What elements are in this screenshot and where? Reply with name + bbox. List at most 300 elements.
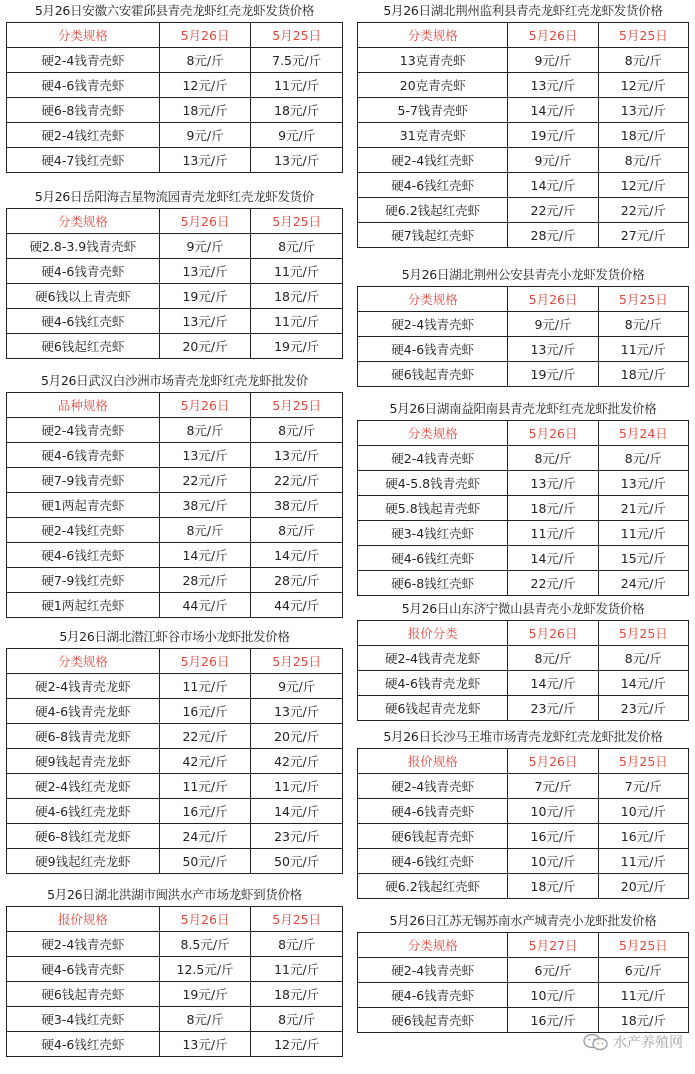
table-header-row bbox=[358, 287, 689, 312]
spec-cell: 硬3-4钱红壳虾 bbox=[358, 521, 508, 546]
spec-cell: 20克青壳虾 bbox=[358, 73, 508, 98]
table-row bbox=[358, 1008, 689, 1033]
price-cell: 8元/斤 bbox=[159, 1007, 251, 1032]
spec-cell: 硬6钱以上青壳虾 bbox=[7, 284, 160, 309]
table-row bbox=[7, 1032, 343, 1057]
price-cell: 18元/斤 bbox=[251, 98, 343, 123]
table-row bbox=[7, 932, 343, 957]
price-table bbox=[357, 748, 689, 899]
price-cell: 10元/斤 bbox=[598, 799, 688, 824]
price-table bbox=[6, 22, 343, 173]
price-cell: 9元/斤 bbox=[508, 148, 598, 173]
spec-cell: 硬1两起青壳虾 bbox=[7, 493, 160, 518]
table-title: 5月26日湖北荆州公安县青壳小龙虾发货价格 bbox=[401, 267, 645, 282]
price-cell: 16元/斤 bbox=[508, 824, 598, 849]
header-cell: 5月26日 bbox=[159, 907, 251, 932]
price-cell: 8元/斤 bbox=[251, 1007, 343, 1032]
price-cell: 11元/斤 bbox=[251, 73, 343, 98]
table-header-row bbox=[7, 393, 343, 418]
price-cell: 10元/斤 bbox=[508, 983, 598, 1008]
price-cell: 24元/斤 bbox=[159, 824, 251, 849]
header-cell: 5月26日 bbox=[159, 209, 251, 234]
spec-cell: 硬2-4钱红壳虾 bbox=[7, 518, 160, 543]
header-cell: 分类规格 bbox=[358, 23, 508, 48]
table-row bbox=[7, 123, 343, 148]
price-cell: 28元/斤 bbox=[159, 568, 251, 593]
table-row bbox=[7, 543, 343, 568]
price-cell: 8元/斤 bbox=[159, 518, 251, 543]
table-row bbox=[7, 774, 343, 799]
table-header-row bbox=[358, 933, 689, 958]
price-cell: 12元/斤 bbox=[159, 73, 251, 98]
price-cell: 11元/斤 bbox=[508, 521, 598, 546]
price-cell: 13元/斤 bbox=[251, 443, 343, 468]
header-cell: 报价分类 bbox=[358, 621, 508, 646]
price-cell: 12元/斤 bbox=[598, 173, 688, 198]
watermark bbox=[583, 1032, 683, 1052]
price-cell: 18元/斤 bbox=[251, 982, 343, 1007]
table-title: 5月26日武汉白沙洲市场青壳龙虾红壳龙虾批发价 bbox=[41, 373, 308, 388]
spec-cell: 硬7-9钱红壳虾 bbox=[7, 568, 160, 593]
spec-cell: 硬4-6钱青壳虾 bbox=[358, 983, 508, 1008]
table-row bbox=[358, 671, 689, 696]
header-cell: 5月26日 bbox=[508, 287, 598, 312]
spec-cell: 硬4-6钱红壳虾 bbox=[358, 173, 508, 198]
table-row bbox=[358, 48, 689, 73]
table-row bbox=[7, 799, 343, 824]
table-row bbox=[358, 824, 689, 849]
spec-cell: 硬4-6钱青壳虾 bbox=[7, 957, 160, 982]
spec-cell: 硬4-6钱青壳龙虾 bbox=[7, 699, 160, 724]
table-row bbox=[358, 546, 689, 571]
header-cell: 品种规格 bbox=[7, 393, 160, 418]
price-cell: 9元/斤 bbox=[159, 123, 251, 148]
table-title: 5月26日长沙马王堆市场青壳龙虾红壳龙虾批发价格 bbox=[383, 729, 663, 744]
price-cell: 14元/斤 bbox=[508, 98, 598, 123]
table-title: 5月26日湖北潜江虾谷市场小龙虾批发价格 bbox=[59, 629, 290, 644]
header-cell: 5月25日 bbox=[598, 287, 688, 312]
spec-cell: 硬6钱起青壳虾 bbox=[358, 362, 508, 387]
price-cell: 18元/斤 bbox=[598, 123, 688, 148]
price-cell: 20元/斤 bbox=[251, 724, 343, 749]
price-table-block bbox=[357, 598, 689, 721]
price-cell: 28元/斤 bbox=[508, 223, 598, 248]
header-cell: 5月25日 bbox=[251, 393, 343, 418]
price-cell: 10元/斤 bbox=[508, 799, 598, 824]
price-cell: 19元/斤 bbox=[251, 334, 343, 359]
spec-cell: 硬6钱起青壳虾 bbox=[358, 824, 508, 849]
price-cell: 14元/斤 bbox=[508, 671, 598, 696]
spec-cell: 硬4-6钱青壳虾 bbox=[7, 443, 160, 468]
price-cell: 8元/斤 bbox=[251, 418, 343, 443]
price-cell: 8元/斤 bbox=[159, 418, 251, 443]
table-header-row bbox=[358, 749, 689, 774]
price-cell: 19元/斤 bbox=[159, 982, 251, 1007]
spec-cell: 硬2-4钱红壳龙虾 bbox=[7, 774, 160, 799]
spec-cell: 硬4-6钱红壳虾 bbox=[7, 543, 160, 568]
table-title: 5月26日山东济宁微山县青壳小龙虾发货价格 bbox=[401, 601, 645, 616]
price-table bbox=[357, 286, 689, 387]
price-cell: 18元/斤 bbox=[598, 362, 688, 387]
watermark-text: 水产养殖网 bbox=[613, 1035, 683, 1051]
price-cell: 22元/斤 bbox=[508, 571, 598, 596]
spec-cell: 硬2.8-3.9钱青壳虾 bbox=[7, 234, 160, 259]
table-header-row bbox=[358, 621, 689, 646]
table-header-row bbox=[7, 23, 343, 48]
price-cell: 8.5元/斤 bbox=[159, 932, 251, 957]
price-cell: 38元/斤 bbox=[251, 493, 343, 518]
spec-cell: 硬2-4钱青壳虾 bbox=[7, 932, 160, 957]
price-cell: 22元/斤 bbox=[508, 198, 598, 223]
table-row bbox=[358, 173, 689, 198]
price-cell: 7.5元/斤 bbox=[251, 48, 343, 73]
table-row bbox=[358, 696, 689, 721]
spec-cell: 硬4-7钱红壳虾 bbox=[7, 148, 160, 173]
spec-cell: 硬2-4钱青壳虾 bbox=[7, 418, 160, 443]
price-cell: 8元/斤 bbox=[598, 148, 688, 173]
table-row bbox=[7, 468, 343, 493]
header-cell: 5月25日 bbox=[598, 23, 688, 48]
price-cell: 8元/斤 bbox=[508, 446, 598, 471]
price-cell: 8元/斤 bbox=[251, 932, 343, 957]
price-cell: 44元/斤 bbox=[251, 593, 343, 618]
header-cell: 5月26日 bbox=[508, 621, 598, 646]
spec-cell: 硬2-4钱青壳龙虾 bbox=[358, 646, 508, 671]
header-cell: 分类规格 bbox=[358, 421, 508, 446]
table-row bbox=[7, 493, 343, 518]
table-row bbox=[7, 48, 343, 73]
price-cell: 18元/斤 bbox=[508, 874, 598, 899]
spec-cell: 硬6-8钱青壳龙虾 bbox=[7, 724, 160, 749]
price-cell: 6元/斤 bbox=[598, 958, 688, 983]
spec-cell: 硬4-5.8钱青壳虾 bbox=[358, 471, 508, 496]
table-row bbox=[7, 443, 343, 468]
price-cell: 14元/斤 bbox=[508, 546, 598, 571]
table-row bbox=[7, 309, 343, 334]
price-cell: 8元/斤 bbox=[598, 646, 688, 671]
price-cell: 9元/斤 bbox=[508, 48, 598, 73]
spec-cell: 硬4-6钱青壳虾 bbox=[358, 799, 508, 824]
price-cell: 44元/斤 bbox=[159, 593, 251, 618]
header-cell: 分类规格 bbox=[7, 649, 160, 674]
spec-cell: 硬7钱起红壳虾 bbox=[358, 223, 508, 248]
spec-cell: 硬5.8钱起青壳虾 bbox=[358, 496, 508, 521]
table-row bbox=[358, 646, 689, 671]
table-row bbox=[358, 849, 689, 874]
price-cell: 15元/斤 bbox=[598, 546, 688, 571]
table-row bbox=[7, 982, 343, 1007]
price-cell: 13元/斤 bbox=[159, 443, 251, 468]
price-cell: 23元/斤 bbox=[508, 696, 598, 721]
price-cell: 6元/斤 bbox=[508, 958, 598, 983]
spec-cell: 硬4-6钱红壳虾 bbox=[7, 1032, 160, 1057]
spec-cell: 硬4-6钱青壳龙虾 bbox=[358, 671, 508, 696]
table-row bbox=[7, 699, 343, 724]
table-header-row bbox=[358, 421, 689, 446]
price-cell: 11元/斤 bbox=[598, 849, 688, 874]
price-cell: 11元/斤 bbox=[598, 337, 688, 362]
header-cell: 5月26日 bbox=[508, 749, 598, 774]
spec-cell: 硬2-4钱红壳虾 bbox=[7, 123, 160, 148]
table-row bbox=[358, 198, 689, 223]
table-row bbox=[7, 73, 343, 98]
table-row bbox=[7, 1007, 343, 1032]
price-cell: 13元/斤 bbox=[508, 471, 598, 496]
price-cell: 20元/斤 bbox=[159, 334, 251, 359]
price-cell: 8元/斤 bbox=[598, 446, 688, 471]
wechat-icon bbox=[583, 1033, 609, 1051]
table-row bbox=[358, 799, 689, 824]
spec-cell: 硬2-4钱青壳虾 bbox=[358, 446, 508, 471]
table-title: 5月26日湖北荆州监利县青壳龙虾红壳龙虾发货价格 bbox=[383, 3, 663, 18]
header-cell: 5月26日 bbox=[159, 649, 251, 674]
price-cell: 23元/斤 bbox=[251, 824, 343, 849]
price-cell: 9元/斤 bbox=[251, 674, 343, 699]
header-cell: 报价规格 bbox=[358, 749, 508, 774]
price-table bbox=[6, 208, 343, 359]
price-cell: 8元/斤 bbox=[251, 234, 343, 259]
price-table bbox=[357, 420, 689, 596]
header-cell: 5月25日 bbox=[598, 933, 688, 958]
spec-cell: 硬1两起红壳虾 bbox=[7, 593, 160, 618]
table-row bbox=[358, 496, 689, 521]
price-cell: 22元/斤 bbox=[251, 468, 343, 493]
price-cell: 13元/斤 bbox=[598, 471, 688, 496]
spec-cell: 硬4-6钱青壳虾 bbox=[7, 259, 160, 284]
header-cell: 5月27日 bbox=[508, 933, 598, 958]
price-cell: 18元/斤 bbox=[598, 1008, 688, 1033]
header-cell: 分类规格 bbox=[7, 23, 160, 48]
table-title: 5月26日江苏无锡苏南水产城青壳小龙虾批发价格 bbox=[389, 913, 657, 928]
price-cell: 19元/斤 bbox=[159, 284, 251, 309]
price-cell: 19元/斤 bbox=[508, 123, 598, 148]
header-cell: 5月25日 bbox=[251, 209, 343, 234]
table-row bbox=[7, 749, 343, 774]
table-row bbox=[358, 983, 689, 1008]
table-row bbox=[358, 874, 689, 899]
table-row bbox=[7, 849, 343, 874]
price-cell: 28元/斤 bbox=[251, 568, 343, 593]
spec-cell: 硬4-6钱红壳龙虾 bbox=[7, 799, 160, 824]
header-cell: 报价规格 bbox=[7, 907, 160, 932]
price-cell: 13元/斤 bbox=[159, 309, 251, 334]
price-cell: 13元/斤 bbox=[508, 73, 598, 98]
spec-cell: 硬2-4钱青壳虾 bbox=[358, 312, 508, 337]
table-row bbox=[7, 148, 343, 173]
price-table-block bbox=[357, 910, 689, 1033]
table-row bbox=[7, 518, 343, 543]
price-table-block bbox=[6, 186, 343, 359]
table-row bbox=[7, 568, 343, 593]
price-cell: 10元/斤 bbox=[508, 849, 598, 874]
price-table-block bbox=[357, 264, 689, 387]
header-cell: 5月25日 bbox=[251, 907, 343, 932]
price-cell: 8元/斤 bbox=[159, 48, 251, 73]
header-cell: 5月25日 bbox=[251, 649, 343, 674]
table-header-row bbox=[7, 209, 343, 234]
price-cell: 11元/斤 bbox=[159, 674, 251, 699]
spec-cell: 5-7钱青壳虾 bbox=[358, 98, 508, 123]
spec-cell: 硬4-6钱红壳虾 bbox=[7, 309, 160, 334]
price-cell: 14元/斤 bbox=[598, 671, 688, 696]
table-row bbox=[358, 98, 689, 123]
spec-cell: 硬9钱起红壳龙虾 bbox=[7, 849, 160, 874]
price-cell: 13元/斤 bbox=[598, 98, 688, 123]
price-cell: 13元/斤 bbox=[508, 337, 598, 362]
price-table-block bbox=[357, 726, 689, 899]
price-cell: 8元/斤 bbox=[598, 48, 688, 73]
table-row bbox=[358, 312, 689, 337]
table-row bbox=[7, 593, 343, 618]
header-cell: 5月26日 bbox=[159, 23, 251, 48]
header-cell: 分类规格 bbox=[7, 209, 160, 234]
table-title: 5月26日岳阳海吉星物流园青壳龙虾红壳龙虾发货价 bbox=[34, 189, 315, 204]
price-cell: 24元/斤 bbox=[598, 571, 688, 596]
table-row bbox=[7, 334, 343, 359]
price-cell: 8元/斤 bbox=[508, 646, 598, 671]
price-cell: 22元/斤 bbox=[598, 198, 688, 223]
price-table bbox=[357, 22, 689, 248]
price-cell: 14元/斤 bbox=[508, 173, 598, 198]
price-cell: 42元/斤 bbox=[251, 749, 343, 774]
header-cell: 5月26日 bbox=[508, 421, 598, 446]
price-cell: 12元/斤 bbox=[598, 73, 688, 98]
table-title: 5月26日安徽六安霍邱县青壳龙虾红壳龙虾发货价格 bbox=[34, 3, 315, 18]
price-table bbox=[6, 648, 343, 874]
price-cell: 11元/斤 bbox=[251, 774, 343, 799]
price-cell: 13元/斤 bbox=[159, 148, 251, 173]
header-cell: 5月25日 bbox=[251, 23, 343, 48]
table-row bbox=[7, 259, 343, 284]
price-cell: 18元/斤 bbox=[159, 98, 251, 123]
price-cell: 9元/斤 bbox=[508, 312, 598, 337]
price-cell: 18元/斤 bbox=[251, 284, 343, 309]
price-cell: 13元/斤 bbox=[159, 1032, 251, 1057]
price-cell: 14元/斤 bbox=[251, 543, 343, 568]
header-cell: 5月26日 bbox=[159, 393, 251, 418]
header-cell: 5月26日 bbox=[508, 23, 598, 48]
spec-cell: 硬2-4钱青壳龙虾 bbox=[7, 674, 160, 699]
price-cell: 22元/斤 bbox=[159, 468, 251, 493]
table-row bbox=[358, 73, 689, 98]
spec-cell: 硬2-4钱红壳虾 bbox=[358, 148, 508, 173]
table-row bbox=[7, 957, 343, 982]
spec-cell: 硬6钱起青壳虾 bbox=[7, 982, 160, 1007]
spec-cell: 硬6钱起青壳虾 bbox=[358, 1008, 508, 1033]
spec-cell: 硬6-8钱红壳龙虾 bbox=[7, 824, 160, 849]
price-cell: 16元/斤 bbox=[159, 799, 251, 824]
table-row bbox=[7, 724, 343, 749]
table-row bbox=[358, 223, 689, 248]
price-cell: 50元/斤 bbox=[159, 849, 251, 874]
table-row bbox=[358, 571, 689, 596]
header-cell: 分类规格 bbox=[358, 287, 508, 312]
header-cell: 5月25日 bbox=[598, 621, 688, 646]
table-title: 5月26日湖南益阳南县青壳龙虾红壳龙虾批发价格 bbox=[389, 401, 657, 416]
table-row bbox=[358, 774, 689, 799]
price-cell: 11元/斤 bbox=[159, 774, 251, 799]
price-cell: 7元/斤 bbox=[598, 774, 688, 799]
price-cell: 14元/斤 bbox=[159, 543, 251, 568]
price-table bbox=[357, 932, 689, 1033]
price-cell: 20元/斤 bbox=[598, 874, 688, 899]
price-cell: 16元/斤 bbox=[508, 1008, 598, 1033]
table-row bbox=[358, 446, 689, 471]
price-table-block bbox=[6, 370, 343, 618]
spec-cell: 硬4-6钱红壳虾 bbox=[358, 849, 508, 874]
price-cell: 11元/斤 bbox=[598, 521, 688, 546]
table-row bbox=[358, 471, 689, 496]
table-row bbox=[358, 148, 689, 173]
price-table-block bbox=[6, 626, 343, 874]
table-title: 5月26日湖北洪湖市闽洪水产市场龙虾到货价格 bbox=[47, 887, 302, 902]
spec-cell: 硬6-8钱红壳虾 bbox=[358, 571, 508, 596]
table-row bbox=[7, 674, 343, 699]
price-cell: 11元/斤 bbox=[598, 983, 688, 1008]
price-table-block bbox=[357, 398, 689, 596]
header-cell: 分类规格 bbox=[358, 933, 508, 958]
price-cell: 16元/斤 bbox=[598, 824, 688, 849]
table-row bbox=[7, 284, 343, 309]
spec-cell: 硬6.2钱起红壳虾 bbox=[358, 874, 508, 899]
price-table bbox=[357, 620, 689, 721]
spec-cell: 硬9钱起青壳龙虾 bbox=[7, 749, 160, 774]
header-cell: 5月24日 bbox=[598, 421, 688, 446]
price-cell: 11元/斤 bbox=[251, 259, 343, 284]
price-cell: 9元/斤 bbox=[251, 123, 343, 148]
table-row bbox=[7, 98, 343, 123]
spec-cell: 31克青壳虾 bbox=[358, 123, 508, 148]
price-cell: 13元/斤 bbox=[251, 148, 343, 173]
spec-cell: 硬6钱起红壳虾 bbox=[7, 334, 160, 359]
table-header-row bbox=[7, 907, 343, 932]
price-cell: 14元/斤 bbox=[251, 799, 343, 824]
price-cell: 22元/斤 bbox=[159, 724, 251, 749]
table-row bbox=[358, 123, 689, 148]
price-cell: 27元/斤 bbox=[598, 223, 688, 248]
price-cell: 23元/斤 bbox=[598, 696, 688, 721]
table-header-row bbox=[358, 23, 689, 48]
spec-cell: 硬4-6钱红壳虾 bbox=[358, 546, 508, 571]
price-table-block bbox=[6, 0, 343, 173]
price-cell: 8元/斤 bbox=[251, 518, 343, 543]
table-row bbox=[7, 824, 343, 849]
price-cell: 21元/斤 bbox=[598, 496, 688, 521]
spec-cell: 硬2-4钱青壳虾 bbox=[358, 958, 508, 983]
spec-cell: 硬2-4钱青壳虾 bbox=[7, 48, 160, 73]
price-cell: 11元/斤 bbox=[251, 309, 343, 334]
table-row bbox=[358, 362, 689, 387]
price-cell: 38元/斤 bbox=[159, 493, 251, 518]
price-cell: 16元/斤 bbox=[159, 699, 251, 724]
spec-cell: 硬6.2钱起红壳虾 bbox=[358, 198, 508, 223]
price-cell: 13元/斤 bbox=[159, 259, 251, 284]
header-cell: 5月25日 bbox=[598, 749, 688, 774]
price-table-block bbox=[6, 884, 343, 1057]
table-header-row bbox=[7, 649, 343, 674]
spec-cell: 硬7-9钱青壳虾 bbox=[7, 468, 160, 493]
price-cell: 8元/斤 bbox=[598, 312, 688, 337]
spec-cell: 硬6-8钱青壳虾 bbox=[7, 98, 160, 123]
price-cell: 18元/斤 bbox=[508, 496, 598, 521]
price-cell: 9元/斤 bbox=[159, 234, 251, 259]
table-row bbox=[358, 958, 689, 983]
price-cell: 12.5元/斤 bbox=[159, 957, 251, 982]
table-row bbox=[7, 234, 343, 259]
price-cell: 7元/斤 bbox=[508, 774, 598, 799]
table-row bbox=[358, 337, 689, 362]
spec-cell: 硬2-4钱青壳虾 bbox=[358, 774, 508, 799]
